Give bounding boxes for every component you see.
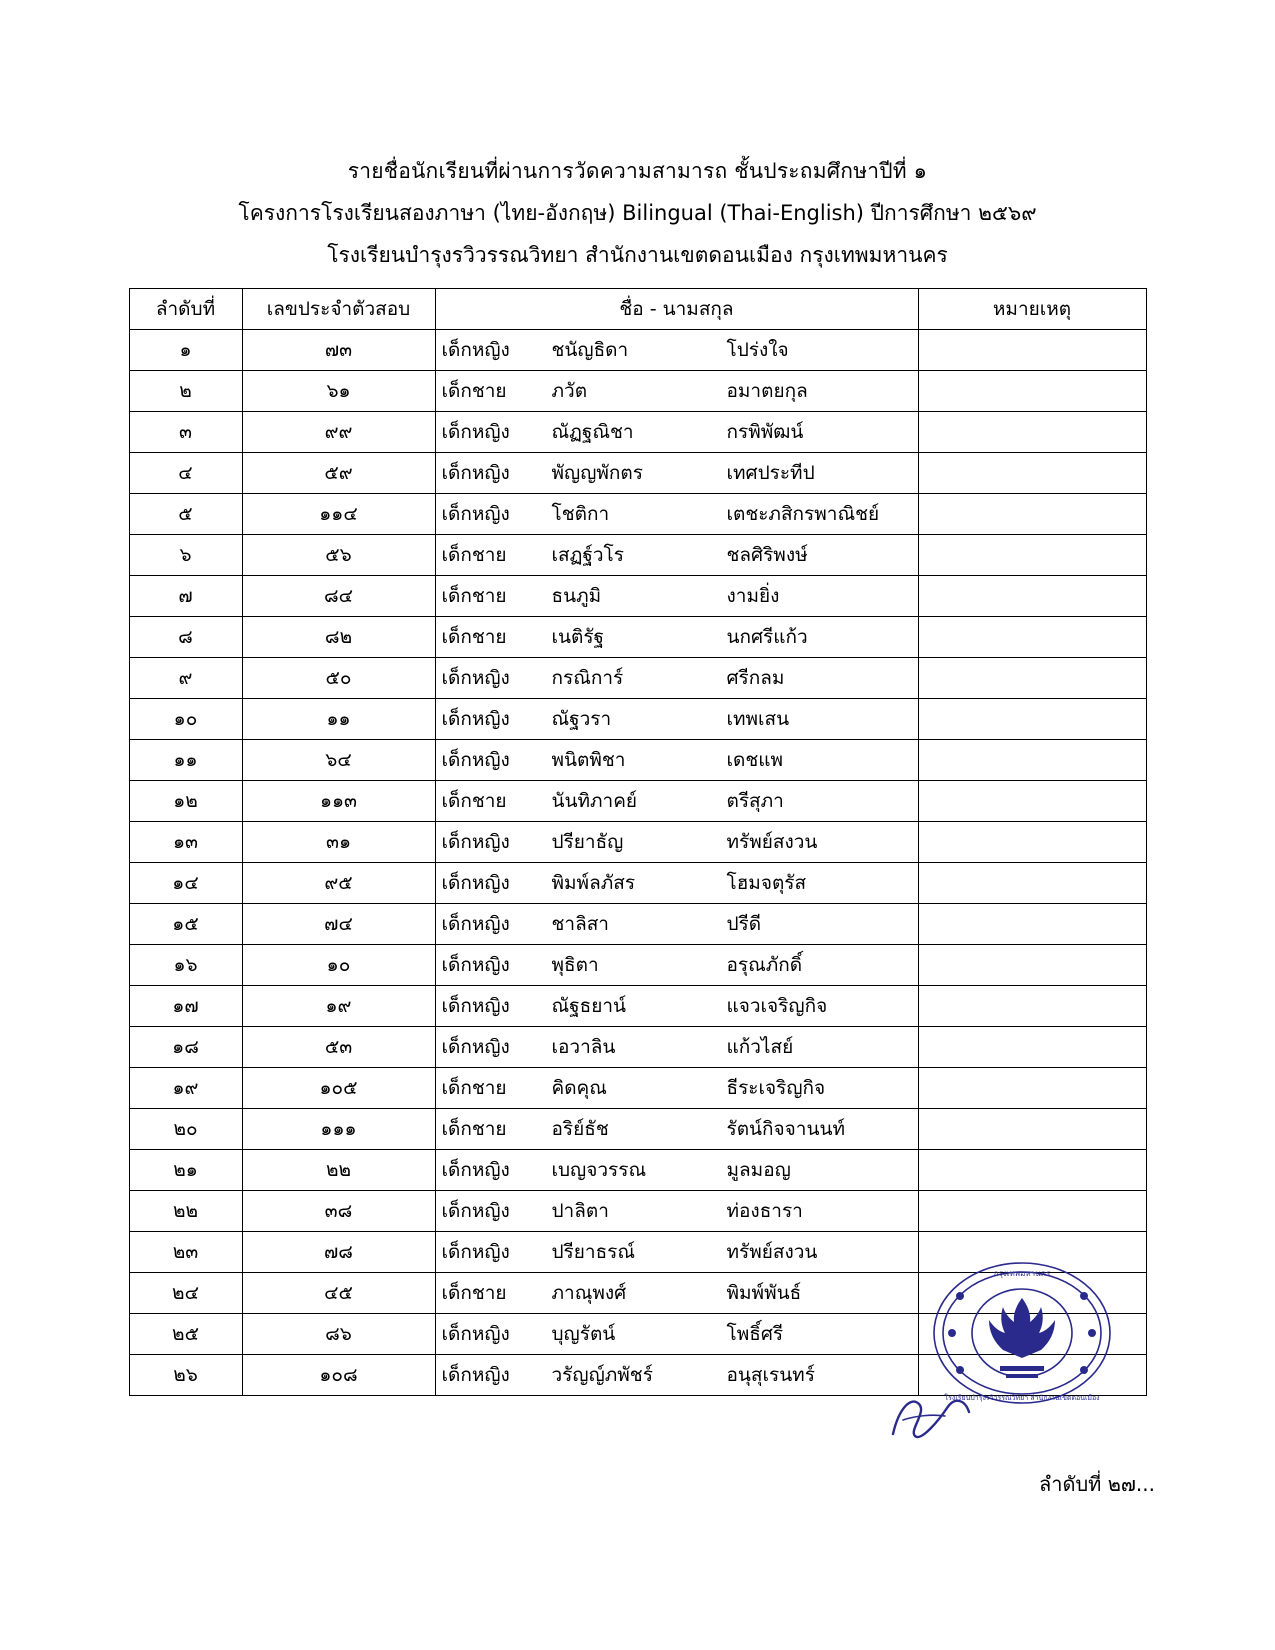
cell-no: ๒๑ <box>129 1150 242 1191</box>
cell-remark <box>918 1068 1146 1109</box>
table-row <box>129 1109 1146 1150</box>
table-row <box>129 1273 1146 1314</box>
first-name: กรณิการ์ <box>551 667 624 689</box>
cell-remark <box>918 1109 1146 1150</box>
table-row <box>129 863 1146 904</box>
last-name: อมาตยกุล <box>726 380 808 402</box>
first-name: โชติกา <box>551 503 610 525</box>
cell-no: ๑๕ <box>129 904 242 945</box>
last-name: งามยิ่ง <box>726 585 780 607</box>
cell-name <box>435 1314 918 1355</box>
last-name: โฮมจตุรัส <box>726 872 807 894</box>
cell-no: ๑๒ <box>129 781 242 822</box>
first-name: ปรียาธัญ <box>551 831 624 853</box>
table-row <box>129 1314 1146 1355</box>
cell-no: ๖ <box>129 535 242 576</box>
column-header-remark: หมายเหตุ <box>918 289 1146 330</box>
document-header <box>0 0 1275 276</box>
cell-exam-code: ๘๖ <box>242 1314 435 1355</box>
last-name: เดชแพ <box>726 749 783 771</box>
first-name: วรัญญ์ภพัชร์ <box>551 1364 653 1386</box>
table-row <box>129 658 1146 699</box>
cell-exam-code: ๙๕ <box>242 863 435 904</box>
last-name: เทศประทีป <box>726 462 815 484</box>
cell-exam-code: ๒๒ <box>242 1150 435 1191</box>
name-prefix: เด็กหญิง <box>441 1323 510 1345</box>
last-name: โปร่งใจ <box>726 339 789 361</box>
name-prefix: เด็กหญิง <box>441 1036 510 1058</box>
cell-remark <box>918 781 1146 822</box>
cell-exam-code: ๗๓ <box>242 330 435 371</box>
table-row <box>129 412 1146 453</box>
last-name: ตรีสุภา <box>726 790 784 812</box>
table-row <box>129 1027 1146 1068</box>
cell-exam-code: ๑๑๑ <box>242 1109 435 1150</box>
name-prefix: เด็กหญิง <box>441 913 510 935</box>
cell-exam-code: ๖๑ <box>242 371 435 412</box>
cell-exam-code: ๔๕ <box>242 1273 435 1314</box>
cell-exam-code: ๑๐๘ <box>242 1355 435 1396</box>
table-row <box>129 822 1146 863</box>
cell-exam-code: ๗๔ <box>242 904 435 945</box>
cell-remark <box>918 371 1146 412</box>
cell-remark <box>918 904 1146 945</box>
last-name: รัตน์กิจจานนท์ <box>726 1118 845 1140</box>
name-prefix: เด็กหญิง <box>441 749 510 771</box>
name-prefix: เด็กหญิง <box>441 1364 510 1386</box>
cell-no: ๘ <box>129 617 242 658</box>
first-name: ณัฐวรา <box>551 708 612 730</box>
table-row <box>129 699 1146 740</box>
cell-remark <box>918 1232 1146 1273</box>
name-prefix: เด็กชาย <box>441 380 507 402</box>
table-row <box>129 904 1146 945</box>
cell-exam-code: ๖๔ <box>242 740 435 781</box>
cell-no: ๑๗ <box>129 986 242 1027</box>
cell-name <box>435 904 918 945</box>
cell-name <box>435 986 918 1027</box>
cell-name <box>435 1355 918 1396</box>
cell-no: ๙ <box>129 658 242 699</box>
cell-exam-code: ๕๙ <box>242 453 435 494</box>
name-prefix: เด็กหญิง <box>441 995 510 1017</box>
last-name: กรพิพัฒน์ <box>726 421 804 443</box>
cell-name <box>435 576 918 617</box>
cell-name <box>435 1068 918 1109</box>
cell-exam-code: ๑๐๕ <box>242 1068 435 1109</box>
last-name: แก้วไสย์ <box>726 1036 794 1058</box>
first-name: เนติรัฐ <box>551 626 605 648</box>
seal-bottom-text: โรงเรียนบำรุงรวิวรรณวิทยา สำนักงานเขตดอนเมือง <box>944 1394 1100 1402</box>
cell-exam-code: ๓๘ <box>242 1191 435 1232</box>
cell-remark <box>918 535 1146 576</box>
cell-name <box>435 330 918 371</box>
cell-name <box>435 1109 918 1150</box>
first-name: คิดคุณ <box>551 1077 607 1099</box>
last-name: พิมพ์พันธ์ <box>726 1282 802 1304</box>
cell-remark <box>918 740 1146 781</box>
name-prefix: เด็กชาย <box>441 626 507 648</box>
cell-remark <box>918 576 1146 617</box>
cell-remark <box>918 945 1146 986</box>
cell-name <box>435 371 918 412</box>
cell-remark <box>918 986 1146 1027</box>
cell-remark <box>918 658 1146 699</box>
table-row <box>129 617 1146 658</box>
cell-name <box>435 699 918 740</box>
first-name: เอวาลิน <box>551 1036 616 1058</box>
last-name: ชลศิริพงษ์ <box>726 544 808 566</box>
first-name: ภาณุพงศ์ <box>551 1282 627 1304</box>
first-name: ชาลิสา <box>551 913 609 935</box>
cell-no: ๑๔ <box>129 863 242 904</box>
cell-remark <box>918 863 1146 904</box>
cell-name <box>435 945 918 986</box>
last-name: ปรีดี <box>726 913 762 935</box>
table-row <box>129 1355 1146 1396</box>
cell-remark <box>918 412 1146 453</box>
cell-no: ๑๘ <box>129 1027 242 1068</box>
first-name: ธนภูมิ <box>551 585 602 607</box>
cell-no: ๒๒ <box>129 1191 242 1232</box>
cell-no: ๑๑ <box>129 740 242 781</box>
first-name: ปรียาธรณ์ <box>551 1241 635 1263</box>
title-line-3: โรงเรียนบำรุงรวิวรรณวิทยา สำนักงานเขตดอนเมือง กรุงเทพมหานคร <box>327 243 948 267</box>
cell-no: ๔ <box>129 453 242 494</box>
cell-remark <box>918 699 1146 740</box>
cell-name <box>435 1191 918 1232</box>
cell-name <box>435 617 918 658</box>
last-name: อนุสุเรนทร์ <box>726 1364 815 1386</box>
cell-remark <box>918 1314 1146 1355</box>
cell-name <box>435 494 918 535</box>
first-name: ณัฐธยาน์ <box>551 995 626 1017</box>
name-prefix: เด็กชาย <box>441 1118 507 1140</box>
first-name: ปาลิตา <box>551 1200 609 1222</box>
last-name: ทรัพย์สงวน <box>726 831 818 853</box>
cell-no: ๒ <box>129 371 242 412</box>
cell-exam-code: ๑๑๓ <box>242 781 435 822</box>
cell-no: ๒๕ <box>129 1314 242 1355</box>
cell-name <box>435 1273 918 1314</box>
name-prefix: เด็กหญิง <box>441 1159 510 1181</box>
cell-exam-code: ๑๑ <box>242 699 435 740</box>
name-prefix: เด็กหญิง <box>441 421 510 443</box>
cell-name <box>435 1150 918 1191</box>
name-prefix: เด็กหญิง <box>441 503 510 525</box>
cell-no: ๑ <box>129 330 242 371</box>
table-row <box>129 371 1146 412</box>
name-prefix: เด็กชาย <box>441 585 507 607</box>
student-roster-table <box>129 288 1147 1396</box>
cell-remark <box>918 1273 1146 1314</box>
cell-remark <box>918 822 1146 863</box>
table-row <box>129 330 1146 371</box>
last-name: มูลมอญ <box>726 1159 791 1181</box>
seal-top-text: กรุงเทพมหานคร <box>993 1269 1051 1278</box>
cell-no: ๒๓ <box>129 1232 242 1273</box>
cell-name <box>435 658 918 699</box>
last-name: ศรีกลม <box>726 667 785 689</box>
cell-remark <box>918 617 1146 658</box>
name-prefix: เด็กหญิง <box>441 872 510 894</box>
name-prefix: เด็กหญิง <box>441 339 510 361</box>
column-header-exam-code: เลขประจำตัวสอบ <box>242 289 435 330</box>
last-name: เทพเสน <box>726 708 790 730</box>
first-name: พนิตพิชา <box>551 749 626 771</box>
first-name: บุญรัตน์ <box>551 1323 616 1345</box>
cell-remark <box>918 1027 1146 1068</box>
first-name: ชนัญธิดา <box>551 339 629 361</box>
cell-exam-code: ๓๑ <box>242 822 435 863</box>
cell-exam-code: ๘๒ <box>242 617 435 658</box>
table-row <box>129 453 1146 494</box>
table-row <box>129 1191 1146 1232</box>
name-prefix: เด็กหญิง <box>441 954 510 976</box>
first-name: เสฏฐ์วโร <box>551 544 624 566</box>
name-prefix: เด็กหญิง <box>441 1241 510 1263</box>
name-prefix: เด็กหญิง <box>441 462 510 484</box>
cell-remark <box>918 330 1146 371</box>
cell-name <box>435 740 918 781</box>
cell-no: ๑๐ <box>129 699 242 740</box>
last-name: ทรัพย์สงวน <box>726 1241 818 1263</box>
first-name: พัญญพักตร <box>551 462 643 484</box>
cell-name <box>435 781 918 822</box>
table-row <box>129 1068 1146 1109</box>
name-prefix: เด็กหญิง <box>441 667 510 689</box>
last-name: อรุณภักดิ์ <box>726 954 803 976</box>
signature-mark <box>885 1390 975 1445</box>
cell-exam-code: ๘๔ <box>242 576 435 617</box>
table-row <box>129 1150 1146 1191</box>
table-header-row <box>129 289 1146 330</box>
name-prefix: เด็กชาย <box>441 1077 507 1099</box>
cell-no: ๒๔ <box>129 1273 242 1314</box>
first-name: พิมพ์ลภัสร <box>551 872 636 894</box>
table-body <box>129 330 1146 1396</box>
table-row <box>129 781 1146 822</box>
table-row <box>129 1232 1146 1273</box>
last-name: โพธิ์ศรี <box>726 1323 784 1345</box>
cell-exam-code: ๕๐ <box>242 658 435 699</box>
first-name: พุธิตา <box>551 954 599 976</box>
cell-name <box>435 535 918 576</box>
name-prefix: เด็กหญิง <box>441 831 510 853</box>
cell-no: ๑๓ <box>129 822 242 863</box>
cell-name <box>435 822 918 863</box>
cell-name <box>435 412 918 453</box>
cell-name <box>435 453 918 494</box>
name-prefix: เด็กหญิง <box>441 1200 510 1222</box>
cell-remark <box>918 494 1146 535</box>
title-line-2: โครงการโรงเรียนสองภาษา (ไทย-อังกฤษ) Bilingual (Thai-English) ปีการศึกษา ๒๕๖๙ <box>238 201 1037 225</box>
cell-exam-code: ๗๘ <box>242 1232 435 1273</box>
cell-no: ๕ <box>129 494 242 535</box>
last-name: นกศรีแก้ว <box>726 626 808 648</box>
cell-name <box>435 1232 918 1273</box>
last-name: เตชะภสิกรพาณิชย์ <box>726 503 880 525</box>
cell-no: ๒๖ <box>129 1355 242 1396</box>
title-line-1: รายชื่อนักเรียนที่ผ่านการวัดความสามารถ ชั้นประถมศึกษาปีที่ ๑ <box>347 159 928 183</box>
cell-remark <box>918 1150 1146 1191</box>
cell-no: ๑๖ <box>129 945 242 986</box>
first-name: อริย์ธัช <box>551 1118 609 1140</box>
column-header-name: ชื่อ - นามสกุล <box>435 289 918 330</box>
column-header-no: ลำดับที่ <box>129 289 242 330</box>
cell-name <box>435 1027 918 1068</box>
cell-exam-code: ๑๑๔ <box>242 494 435 535</box>
table-row <box>129 535 1146 576</box>
cell-no: ๓ <box>129 412 242 453</box>
table-row <box>129 740 1146 781</box>
first-name: ภวัต <box>551 380 588 402</box>
first-name: ณัฏฐณิชา <box>551 421 634 443</box>
name-prefix: เด็กหญิง <box>441 708 510 730</box>
cell-no: ๑๙ <box>129 1068 242 1109</box>
table-row <box>129 945 1146 986</box>
cell-exam-code: ๕๖ <box>242 535 435 576</box>
first-name: เบญจวรรณ <box>551 1159 647 1181</box>
name-prefix: เด็กชาย <box>441 790 507 812</box>
cell-no: ๗ <box>129 576 242 617</box>
page-footnote: ลำดับที่ ๒๗... <box>1038 1472 1155 1496</box>
cell-no: ๒๐ <box>129 1109 242 1150</box>
name-prefix: เด็กชาย <box>441 544 507 566</box>
cell-exam-code: ๙๙ <box>242 412 435 453</box>
last-name: ธีระเจริญกิจ <box>726 1077 826 1099</box>
cell-remark <box>918 1191 1146 1232</box>
table-row <box>129 576 1146 617</box>
cell-remark <box>918 453 1146 494</box>
last-name: แจวเจริญกิจ <box>726 995 828 1017</box>
cell-exam-code: ๑๙ <box>242 986 435 1027</box>
first-name: นันทิภาคย์ <box>551 790 638 812</box>
table-row <box>129 986 1146 1027</box>
table-row <box>129 494 1146 535</box>
name-prefix: เด็กชาย <box>441 1282 507 1304</box>
cell-exam-code: ๑๐ <box>242 945 435 986</box>
cell-name <box>435 863 918 904</box>
cell-exam-code: ๕๓ <box>242 1027 435 1068</box>
last-name: ท่องธารา <box>726 1200 803 1222</box>
